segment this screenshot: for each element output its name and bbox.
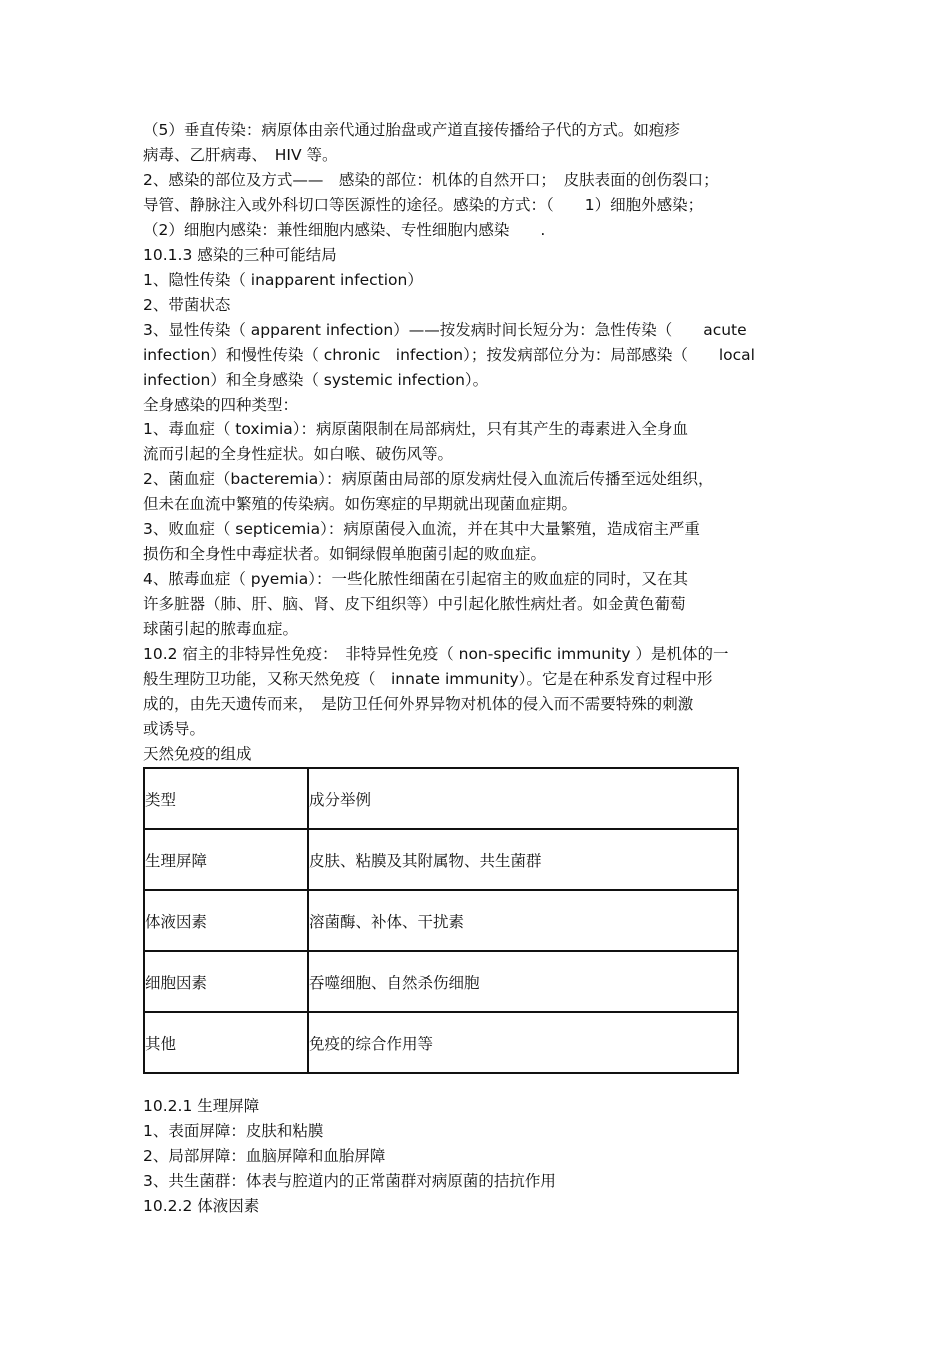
table-cell: 体液因素 [144, 890, 308, 951]
text-line: 许多脏器（肺、肝、脑、肾、皮下组织等）中引起化脓性病灶者。如金黄色葡萄 [143, 595, 686, 613]
text-line: （5）垂直传染：病原体由亲代通过胎盘或产道直接传播给子代的方式。如疱疹 [143, 121, 680, 139]
table-cell: 类型 [144, 768, 308, 829]
table-cell: 其他 [144, 1012, 308, 1073]
text-line: 2、菌血症（bacteremia）：病原菌由局部的原发病灶侵入血流后传播至远处组织， [143, 470, 714, 488]
text-block-bottom [143, 1094, 823, 1219]
text-line: 损伤和全身性中毒症状者。如铜绿假单胞菌引起的败血症。 [143, 545, 547, 563]
table-row [144, 1012, 738, 1073]
text-line: 2、带菌状态 [143, 296, 231, 314]
table-row [144, 829, 738, 890]
table-cell: 溶菌酶、补体、干扰素 [308, 890, 738, 951]
table-row [144, 951, 738, 1012]
text-line: 但未在血流中繁殖的传染病。如伤寒症的早期就出现菌血症期。 [143, 495, 578, 513]
text-line: 2、感染的部位及方式—— 感染的部位：机体的自然开口； 皮肤表面的创伤裂口； [143, 171, 719, 189]
text-line: 流而引起的全身性症状。如白喉、破伤风等。 [143, 445, 454, 463]
table-cell: 细胞因素 [144, 951, 308, 1012]
text-line: infection）和全身感染（ systemic infection）。 [143, 371, 489, 389]
text-line: infection）和慢性传染（ chronic infection）；按发病部位分为：局部感染（ local [143, 346, 755, 364]
table-cell: 生理屏障 [144, 829, 308, 890]
text-line: 2、局部屏障：血脑屏障和血胎屏障 [143, 1147, 386, 1165]
text-line: 3、共生菌群：体表与腔道内的正常菌群对病原菌的拮抗作用 [143, 1172, 556, 1190]
text-line: 导管、静脉注入或外科切口等医源性的途径。感染的方式：（ 1）细胞外感染； [143, 196, 704, 214]
table-cell: 皮肤、粘膜及其附属物、共生菌群 [308, 829, 738, 890]
text-line: 全身感染的四种类型： [143, 396, 299, 414]
text-line: 或诱导。 [143, 720, 206, 738]
section-heading: 10.2.1 生理屏障 [143, 1097, 260, 1115]
section-heading: 10.2 宿主的非特异性免疫： 非特异性免疫（ non-specific immunity ）是机体的一 [143, 645, 729, 663]
document-page [143, 118, 823, 1219]
text-block-top [143, 118, 823, 767]
text-line: （2）细胞内感染：兼性细胞内感染、专性细胞内感染 . [143, 221, 546, 239]
immunity-table [143, 767, 739, 1074]
text-line: 球菌引起的脓毒血症。 [143, 620, 299, 638]
text-line: 4、脓毒血症（ pyemia）：一些化脓性细菌在引起宿主的败血症的同时，又在其 [143, 570, 688, 588]
spacer [143, 1074, 823, 1094]
text-line: 3、显性传染（ apparent infection）——按发病时间长短分为：急性传染（ acute [143, 321, 747, 339]
table-cell: 成分举例 [308, 768, 738, 829]
text-line: 病毒、乙肝病毒、 HIV 等。 [143, 146, 338, 164]
table-row [144, 890, 738, 951]
section-heading: 10.2.2 体液因素 [143, 1197, 260, 1215]
text-line: 1、表面屏障：皮肤和粘膜 [143, 1122, 324, 1140]
table-cell: 免疫的综合作用等 [308, 1012, 738, 1073]
text-line: 1、毒血症（ toximia）：病原菌限制在局部病灶，只有其产生的毒素进入全身血 [143, 420, 689, 438]
section-heading: 10.1.3 感染的三种可能结局 [143, 246, 337, 264]
text-line: 般生理防卫功能，又称天然免疫（ innate immunity）。它是在种系发育过程中形 [143, 670, 713, 688]
text-line: 3、败血症（ septicemia）：病原菌侵入血流，并在其中大量繁殖，造成宿主严重 [143, 520, 700, 538]
table-row [144, 768, 738, 829]
table-caption: 天然免疫的组成 [143, 745, 252, 763]
text-line: 1、隐性传染（ inapparent infection） [143, 271, 423, 289]
text-line: 成的，由先天遗传而来， 是防卫任何外界异物对机体的侵入而不需要特殊的刺激 [143, 695, 694, 713]
table-cell: 吞噬细胞、自然杀伤细胞 [308, 951, 738, 1012]
